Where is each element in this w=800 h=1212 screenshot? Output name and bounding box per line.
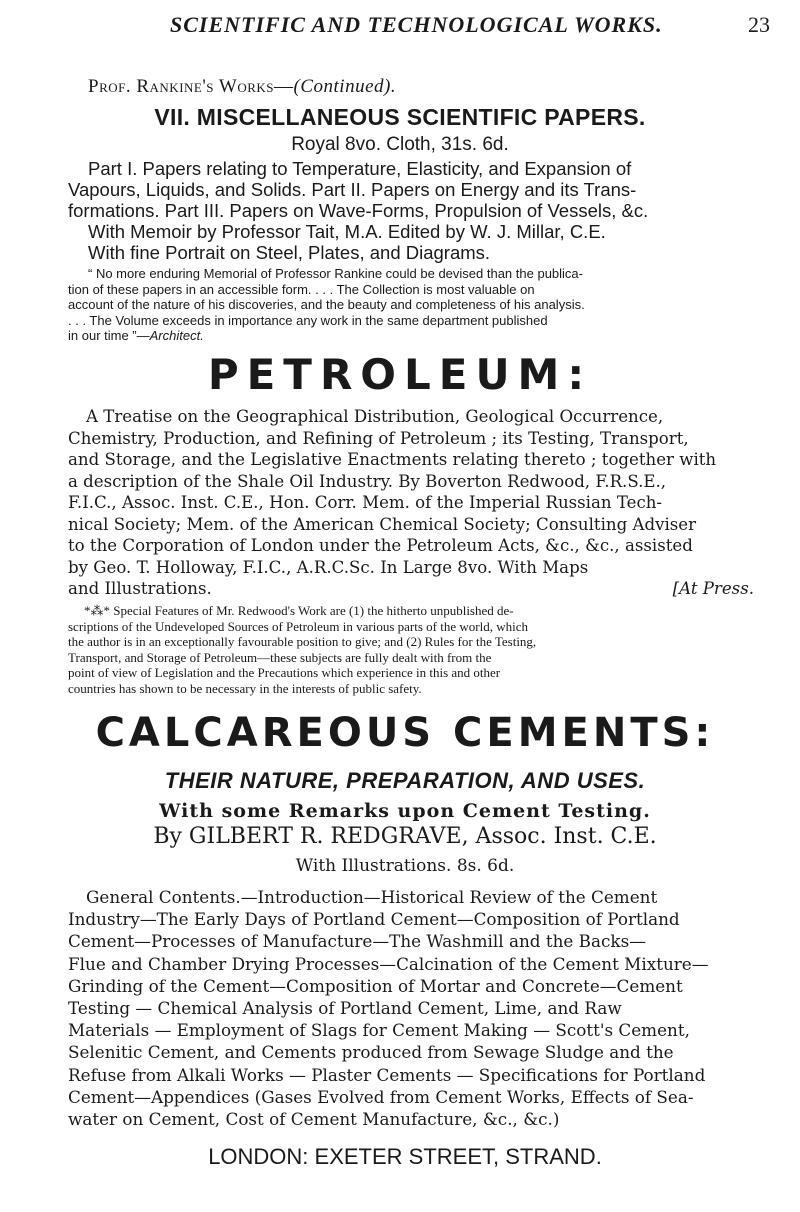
rankine-line: With Memoir by Professor Tait, M.A. Edited by W. J. Millar, C.E. bbox=[88, 221, 606, 242]
section-title-cements: CALCAREOUS CEMENTS: bbox=[95, 710, 715, 756]
petroleum-line: A Treatise on the Geographical Distribution, Geological Occurrence, bbox=[86, 407, 664, 426]
contents-line: Refuse from Alkali Works — Plaster Cements — Specifications for Portland bbox=[68, 1064, 706, 1085]
petroleum-line: and Illustrations. bbox=[68, 579, 212, 598]
section-title-petroleum: PETROLEUM: bbox=[207, 350, 593, 399]
series-line bbox=[88, 76, 748, 98]
cements-remarks: With some Remarks upon Cement Testing. bbox=[159, 800, 651, 822]
note-line: countries has shown to be necessary in the interests of public safety. bbox=[68, 680, 422, 696]
petroleum-line: nical Society; Mem. of the American Chemical Society; Consulting Adviser bbox=[68, 514, 697, 534]
contents-line: Cement—Appendices (Gases Evolved from Cement Works, Effects of Sea- bbox=[68, 1086, 694, 1107]
petroleum-line: and Storage, and the Legislative Enactments relating thereto ; together with bbox=[68, 450, 717, 469]
cements-subtitle: THEIR NATURE, PREPARATION, AND USES. bbox=[164, 768, 646, 793]
contents-line: General Contents.—Introduction—Historical Review of the Cement bbox=[86, 887, 658, 907]
running-header: SCIENTIFIC AND TECHNOLOGICAL WORKS. bbox=[170, 12, 663, 37]
review-line: “ No more enduring Memorial of Professor Rankine could be devised than the publica- bbox=[88, 266, 583, 281]
note-line: the author is in an exceptionally favourable position to give; and (2) Rules for the Testing, bbox=[68, 634, 537, 649]
note-line: Transport, and Storage of Petroleum—these subjects are fully dealt with from the bbox=[68, 649, 492, 665]
cements-contents bbox=[68, 886, 754, 1130]
rankine-line: formations. Part III. Papers on Wave-Forms, Propulsion of Vessels, &c. bbox=[68, 200, 649, 221]
note-line: *⁂* Special Features of Mr. Redwood's Work are (1) the hitherto unpublished de- bbox=[84, 603, 514, 618]
petroleum-line: Chemistry, Production, and Refining of Petroleum ; its Testing, Transport, bbox=[68, 428, 689, 448]
series-continued: (Continued). bbox=[293, 76, 397, 97]
status-at-press: [At Press. bbox=[672, 579, 754, 598]
contents-line: Selenitic Cement, and Cements produced from Sewage Sludge and the bbox=[68, 1042, 674, 1063]
cements-format-price: With Illustrations. 8s. 6d. bbox=[295, 856, 515, 876]
contents-line: Testing — Chemical Analysis of Portland Cement, Lime, and Raw bbox=[68, 998, 622, 1019]
page-number: 23 bbox=[748, 12, 770, 37]
review-line: . . . The Volume exceeds in importance any work in the same department published bbox=[68, 312, 548, 328]
petroleum-line: a description of the Shale Oil Industry. By Boverton Redwood, F.R.S.E., bbox=[68, 471, 667, 491]
review-line: account of the nature of his discoveries, and the beauty and completeness of his analysis. bbox=[68, 297, 585, 312]
rankine-line: Part I. Papers relating to Temperature, Elasticity, and Expansion of bbox=[88, 158, 632, 179]
contents-line: Cement—Processes of Manufacture—The Washmill and the Backs— bbox=[68, 931, 646, 952]
cements-author: By GILBERT R. REDGRAVE, Assoc. Inst. C.E. bbox=[153, 824, 657, 849]
contents-line: Flue and Chamber Drying Processes—Calcination of the Cement Mixture— bbox=[68, 953, 709, 974]
rankine-line: With fine Portrait on Steel, Plates, and Diagrams. bbox=[88, 242, 491, 263]
note-line: scriptions of the Undeveloped Sources of Petroleum in various parts of the world, which bbox=[68, 618, 528, 634]
note-line: point of view of Legislation and the Precautions which experience in this and other bbox=[68, 665, 501, 680]
review-line: tion of these papers in an accessible form. . . . The Collection is most valuable on bbox=[68, 281, 535, 297]
petroleum-line: to the Corporation of London under the Petroleum Acts, &c., &c., assisted bbox=[68, 536, 693, 555]
review-line: in our time ”— bbox=[68, 328, 150, 343]
rankine-format-price: Royal 8vo. Cloth, 31s. 6d. bbox=[291, 134, 509, 155]
contents-line: Materials — Employment of Slags for Cement Making — Scott's Cement, bbox=[68, 1020, 690, 1041]
rankine-description bbox=[68, 158, 760, 263]
petroleum-line: F.I.C., Assoc. Inst. C.E., Hon. Corr. Mem. of the Imperial Russian Tech- bbox=[68, 493, 663, 512]
series-name: Prof. Rankine's Works— bbox=[88, 76, 294, 97]
review-source: Architect. bbox=[149, 328, 204, 343]
imprint-footer: LONDON: EXETER STREET, STRAND. bbox=[208, 1144, 602, 1169]
contents-line: Grinding of the Cement—Composition of Mortar and Concrete—Cement bbox=[68, 975, 683, 996]
section-title-miscellaneous: VII. MISCELLANEOUS SCIENTIFIC PAPERS. bbox=[154, 104, 646, 130]
rankine-review bbox=[68, 266, 754, 344]
petroleum-line: by Geo. T. Holloway, F.I.C., A.R.C.Sc. In Large 8vo. With Maps bbox=[68, 557, 589, 577]
petroleum-notes bbox=[68, 603, 754, 696]
contents-line: water on Cement, Cost of Cement Manufacture, &c., &c.) bbox=[68, 1109, 560, 1130]
petroleum-description bbox=[68, 406, 754, 600]
rankine-line: Vapours, Liquids, and Solids. Part II. Papers on Energy and its Trans- bbox=[68, 179, 637, 200]
contents-line: Industry—The Early Days of Portland Cement—Composition of Portland bbox=[68, 909, 680, 930]
